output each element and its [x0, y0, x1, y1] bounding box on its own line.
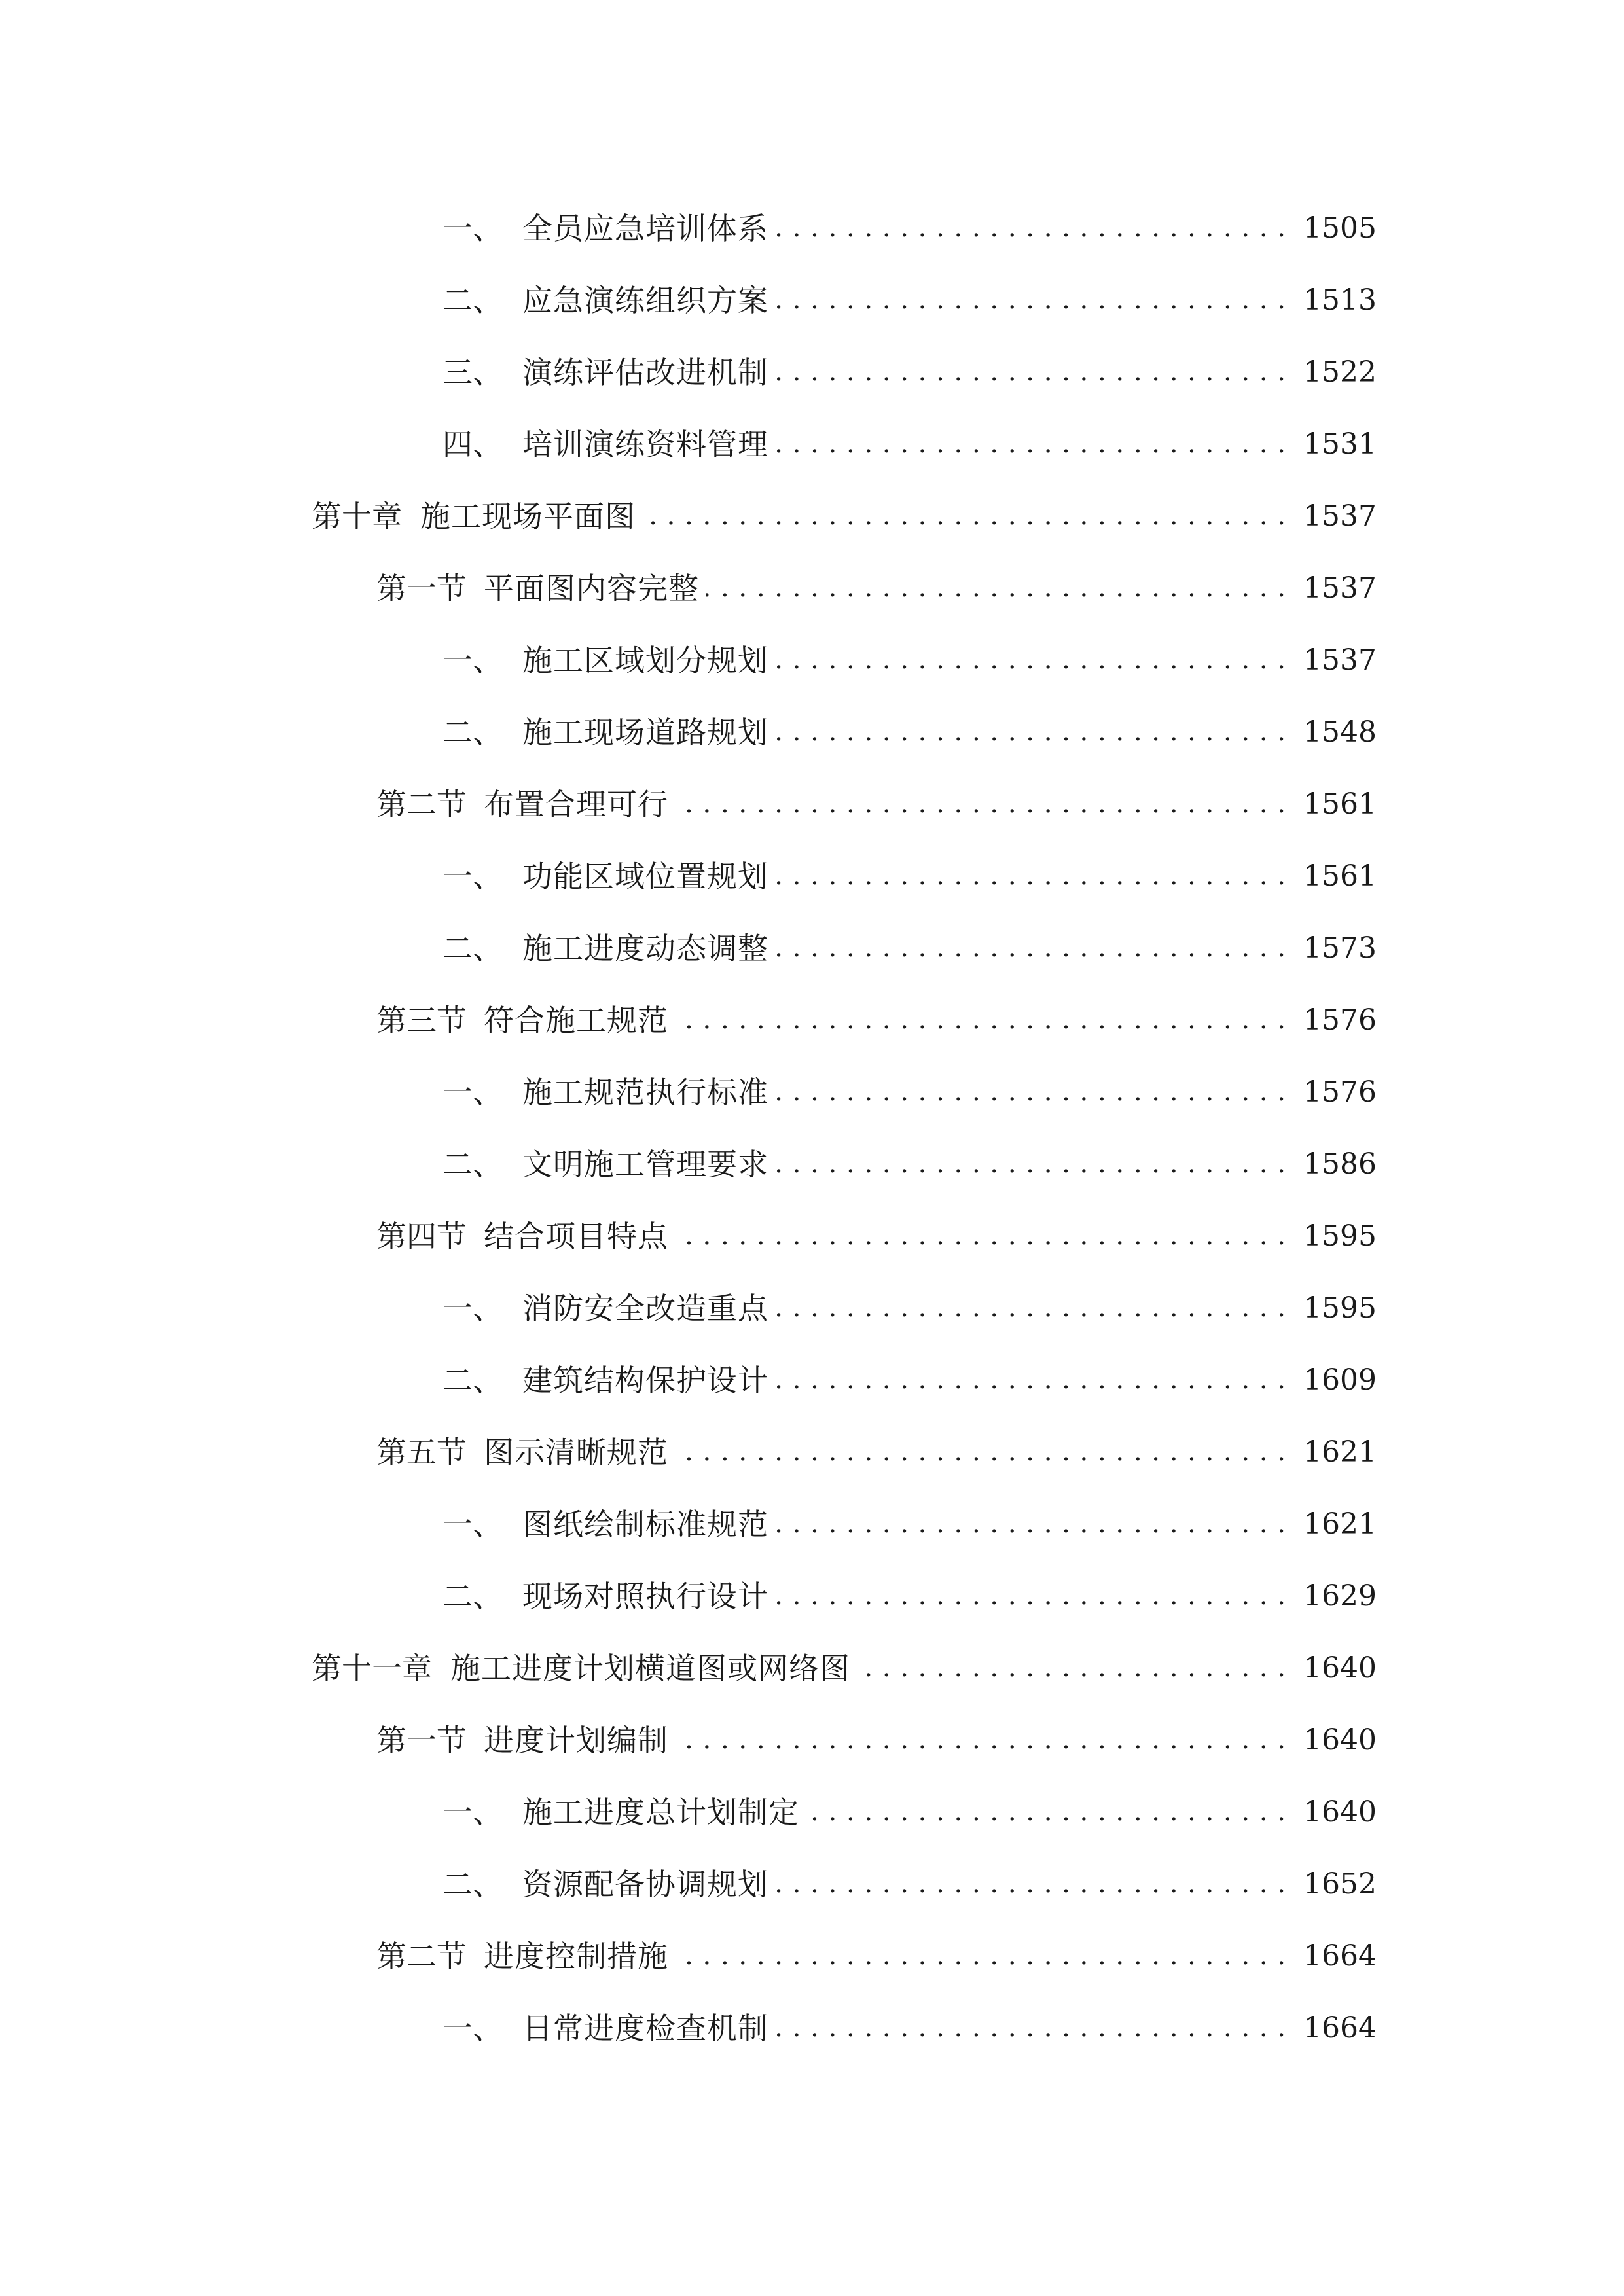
dot-leader: [806, 1797, 1286, 1827]
toc-entry-number: 二、: [442, 931, 503, 966]
toc-entry-page: 1664: [1303, 1939, 1377, 1973]
toc-entry-title: 应急演练组织方案: [522, 283, 768, 318]
toc-entry-number: 二、: [442, 283, 503, 318]
toc-chapter[interactable]: [0, 480, 1624, 552]
toc-entry-number: 一、: [442, 643, 503, 678]
toc-entry-number: 四、: [442, 427, 503, 462]
toc-section[interactable]: [0, 984, 1624, 1056]
dot-leader: [642, 501, 1286, 531]
toc-entry[interactable]: [0, 1776, 1624, 1848]
dot-leader: [775, 285, 1286, 315]
toc-entry[interactable]: [0, 1128, 1624, 1200]
toc-entry[interactable]: [0, 408, 1624, 480]
dot-leader: [775, 1365, 1286, 1395]
toc-chapter[interactable]: [0, 1632, 1624, 1704]
toc-entry-number: 二、: [442, 715, 503, 750]
toc-entry-title: 功能区域位置规划: [522, 859, 768, 894]
toc-entry-page: 1531: [1303, 427, 1377, 461]
toc-section[interactable]: [0, 1416, 1624, 1488]
toc-entry-title: 符合施工规范: [484, 1003, 668, 1038]
toc-entry-page: 1522: [1303, 355, 1377, 389]
toc-entry-number: 第一节: [376, 571, 467, 606]
toc-entry-page: 1609: [1303, 1363, 1377, 1397]
toc-entry-number: 一、: [442, 859, 503, 894]
toc-entry-title: 资源配备协调规划: [522, 1867, 768, 1902]
toc-entry-title: 图纸绘制标准规范: [522, 1507, 768, 1542]
toc-entry-page: 1505: [1303, 211, 1377, 245]
toc-entry-number: 第一节: [376, 1723, 467, 1758]
dot-leader: [675, 1437, 1286, 1467]
dot-leader: [775, 1509, 1286, 1539]
toc-entry-title: 全员应急培训体系: [522, 211, 768, 246]
toc-entry-title: 施工区域划分规划: [522, 643, 768, 678]
toc-entry-page: 1640: [1303, 1723, 1377, 1757]
toc-entry[interactable]: [0, 1992, 1624, 2064]
toc-entry-title: 现场对照执行设计: [522, 1579, 768, 1614]
toc-entry-number: 第十章: [312, 499, 402, 534]
toc-entry-number: 第三节: [376, 1003, 467, 1038]
toc-entry-title: 日常进度检查机制: [522, 2011, 768, 2046]
dot-leader: [775, 1293, 1286, 1323]
toc-entry-page: 1640: [1303, 1651, 1377, 1685]
dot-leader: [775, 429, 1286, 459]
toc-entry-page: 1537: [1303, 643, 1377, 677]
toc-entry-number: 三、: [442, 355, 503, 390]
dot-leader: [775, 933, 1286, 963]
dot-leader: [775, 1581, 1286, 1611]
toc-entry-number: 第二节: [376, 787, 467, 822]
toc-entry-page: 1548: [1303, 715, 1377, 749]
toc-entry-number: 第四节: [376, 1219, 467, 1254]
dot-leader: [775, 1077, 1286, 1107]
toc-entry-number: 一、: [442, 1075, 503, 1110]
toc-entry-title: 结合项目特点: [484, 1219, 668, 1254]
dot-leader: [675, 1221, 1286, 1251]
dot-leader: [675, 1941, 1286, 1971]
toc-entry-title: 施工规范执行标准: [522, 1075, 768, 1110]
toc-entry-number: 第五节: [376, 1435, 467, 1470]
toc-entry[interactable]: [0, 1272, 1624, 1344]
toc-entry-title: 消防安全改造重点: [522, 1291, 768, 1326]
toc-entry-title: 施工进度计划横道图或网络图: [450, 1651, 850, 1686]
toc-entry-title: 平面图内容完整: [484, 571, 699, 606]
toc-entry-page: 1561: [1303, 787, 1377, 821]
dot-leader: [775, 717, 1286, 747]
toc-entry[interactable]: [0, 192, 1624, 264]
toc-entry[interactable]: [0, 336, 1624, 408]
dot-leader: [675, 1005, 1286, 1035]
toc-entry-page: 1576: [1303, 1075, 1377, 1109]
dot-leader: [775, 1869, 1286, 1899]
dot-leader: [775, 645, 1286, 675]
toc-entry-title: 施工现场道路规划: [522, 715, 768, 750]
toc-entry-title: 文明施工管理要求: [522, 1147, 768, 1182]
table-of-contents: [0, 192, 1624, 2064]
toc-entry-number: 二、: [442, 1363, 503, 1398]
dot-leader: [706, 573, 1286, 603]
toc-entry-page: 1629: [1303, 1579, 1377, 1613]
toc-entry-page: 1537: [1303, 499, 1377, 533]
toc-entry-title: 进度控制措施: [484, 1939, 668, 1974]
toc-entry-number: 二、: [442, 1867, 503, 1902]
dot-leader: [775, 2013, 1286, 2043]
toc-entry-page: 1586: [1303, 1147, 1377, 1181]
toc-entry-page: 1595: [1303, 1219, 1377, 1253]
toc-entry-number: 第十一章: [312, 1651, 432, 1686]
toc-entry-number: 第二节: [376, 1939, 467, 1974]
dot-leader: [775, 357, 1286, 387]
toc-section[interactable]: [0, 768, 1624, 840]
toc-entry-number: 一、: [442, 2011, 503, 2046]
toc-entry-page: 1640: [1303, 1795, 1377, 1829]
dot-leader: [775, 1149, 1286, 1179]
toc-entry-number: 一、: [442, 1795, 503, 1830]
toc-entry-number: 一、: [442, 1507, 503, 1542]
toc-entry[interactable]: [0, 840, 1624, 912]
toc-entry-title: 演练评估改进机制: [522, 355, 768, 390]
toc-entry[interactable]: [0, 1848, 1624, 1920]
toc-entry[interactable]: [0, 696, 1624, 768]
toc-entry-number: 二、: [442, 1579, 503, 1614]
toc-entry-page: 1621: [1303, 1507, 1377, 1541]
toc-entry-page: 1652: [1303, 1867, 1377, 1901]
toc-entry-page: 1537: [1303, 571, 1377, 605]
toc-entry-title: 施工进度动态调整: [522, 931, 768, 966]
toc-entry[interactable]: [0, 264, 1624, 336]
toc-section[interactable]: [0, 1200, 1624, 1272]
toc-section[interactable]: [0, 1920, 1624, 1992]
toc-entry-page: 1664: [1303, 2011, 1377, 2045]
toc-entry[interactable]: [0, 1488, 1624, 1560]
toc-entry-page: 1573: [1303, 931, 1377, 965]
toc-entry-title: 布置合理可行: [484, 787, 668, 822]
toc-entry[interactable]: [0, 1344, 1624, 1416]
toc-entry-title: 建筑结构保护设计: [522, 1363, 768, 1398]
toc-entry-page: 1621: [1303, 1435, 1377, 1469]
toc-entry-title: 图示清晰规范: [484, 1435, 668, 1470]
toc-entry-title: 进度计划编制: [484, 1723, 668, 1758]
toc-entry-number: 一、: [442, 211, 503, 246]
toc-section[interactable]: [0, 1704, 1624, 1776]
toc-entry-title: 施工现场平面图: [420, 499, 636, 534]
toc-section[interactable]: [0, 552, 1624, 624]
toc-entry-page: 1595: [1303, 1291, 1377, 1325]
dot-leader: [775, 861, 1286, 891]
toc-entry-title: 培训演练资料管理: [522, 427, 768, 462]
toc-entry[interactable]: [0, 912, 1624, 984]
dot-leader: [675, 789, 1286, 819]
toc-entry-page: 1561: [1303, 859, 1377, 893]
toc-entry[interactable]: [0, 1560, 1624, 1632]
toc-entry-title: 施工进度总计划制定: [522, 1795, 799, 1830]
dot-leader: [775, 213, 1286, 243]
toc-entry[interactable]: [0, 1056, 1624, 1128]
dot-leader: [857, 1653, 1286, 1683]
dot-leader: [675, 1725, 1286, 1755]
toc-entry-number: 二、: [442, 1147, 503, 1182]
toc-entry-page: 1576: [1303, 1003, 1377, 1037]
toc-entry-page: 1513: [1303, 283, 1377, 317]
toc-entry[interactable]: [0, 624, 1624, 696]
toc-entry-number: 一、: [442, 1291, 503, 1326]
